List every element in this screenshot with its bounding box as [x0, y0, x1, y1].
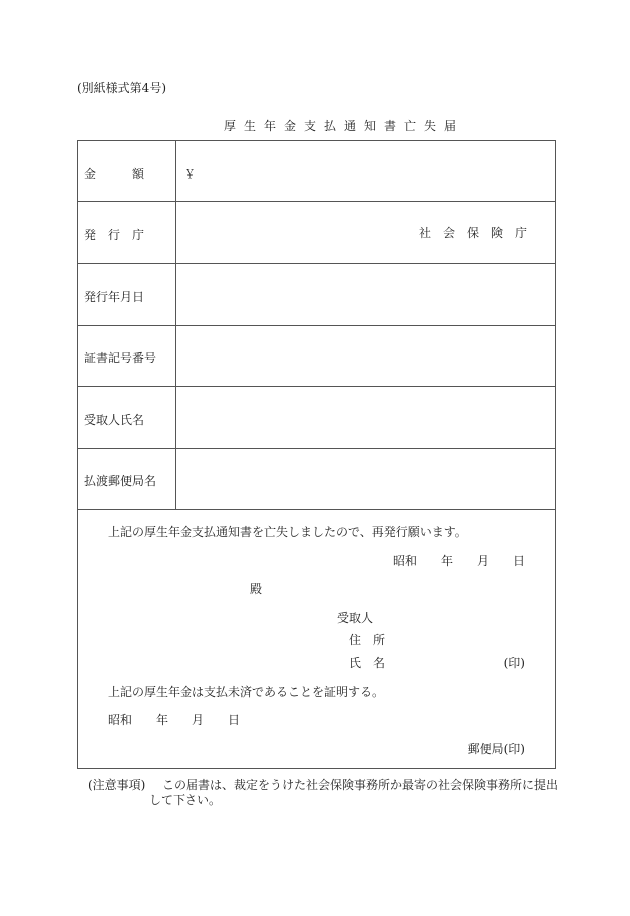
request-statement: 上記の厚生年金支払通知書を亡失しましたので、再発行願います。 [108, 525, 467, 539]
page-title: 厚生年金支払通知書亡失届 [224, 119, 465, 133]
loss-report-form [77, 140, 556, 769]
notes-label: (注意事項) [88, 778, 146, 792]
issue-date-label: 発行年月日 [84, 290, 145, 304]
recipient-label: 受取人 [337, 611, 374, 625]
certificate-number-label: 証書記号番号 [84, 351, 157, 365]
name-label: 氏 名 [349, 656, 386, 670]
row-issuer [78, 202, 555, 264]
row-amount [78, 141, 555, 202]
recipient-name-label: 受取人氏名 [84, 413, 145, 427]
row-certificate-number [78, 325, 555, 387]
seal-mark: (印) [503, 656, 525, 670]
row-recipient-name [78, 387, 555, 449]
issuer-value: 社 会 保 険 庁 [418, 226, 527, 240]
issuer-label: 発 行 庁 [84, 228, 145, 242]
request-date: 昭和 年 月 日 [392, 554, 525, 568]
amount-field[interactable]: ￥ [184, 167, 197, 181]
row-post-office [78, 448, 555, 510]
certification-statement: 上記の厚生年金は支払未済であることを証明する。 [108, 685, 385, 699]
address-label: 住 所 [349, 633, 386, 647]
notes-line-1: この届書は、裁定をうけた社会保険事務所か最寄の社会保険事務所に提出 [162, 778, 559, 792]
post-office-label: 払渡郵便局名 [84, 474, 157, 488]
row-issue-date [78, 264, 555, 326]
post-office-seal: 郵便局(印) [467, 742, 525, 756]
form-number: (別紙様式第4号) [77, 81, 166, 95]
notes-line-2: して下さい。 [149, 793, 222, 807]
amount-label: 金 額 [84, 167, 145, 181]
certification-date: 昭和 年 月 日 [108, 713, 241, 727]
addressee-suffix: 殿 [250, 582, 263, 596]
